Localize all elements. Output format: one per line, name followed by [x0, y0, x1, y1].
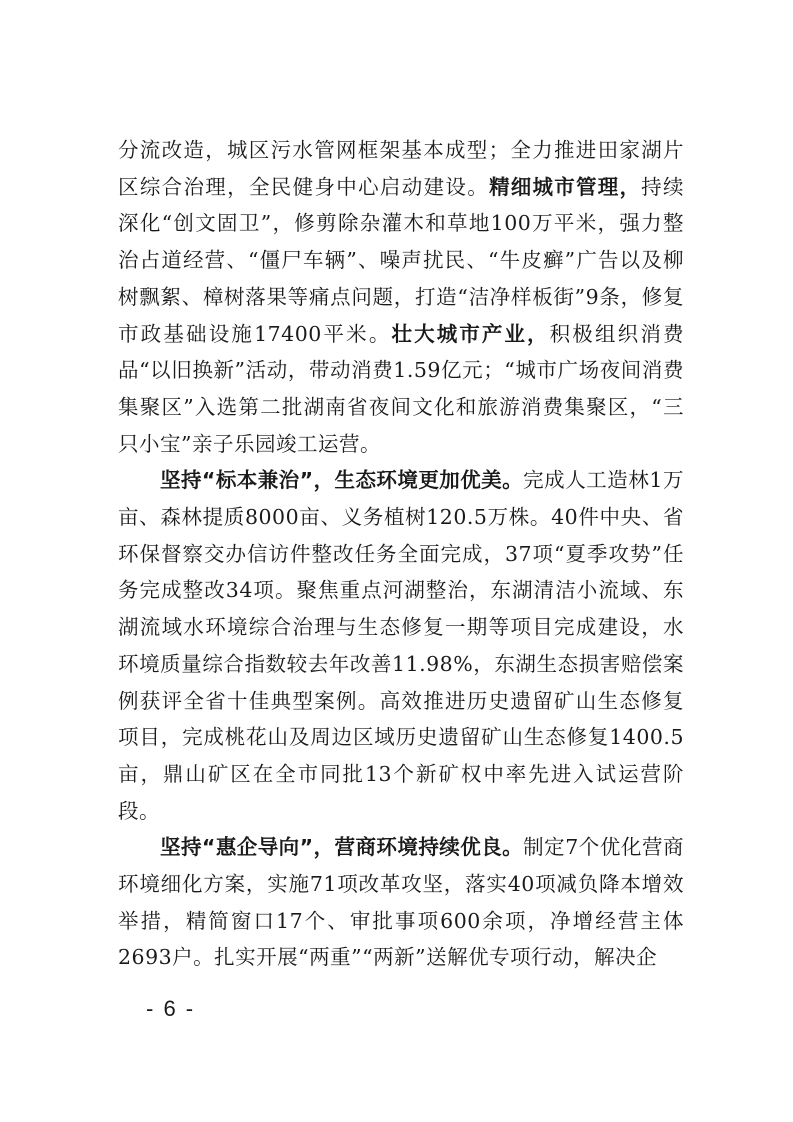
body-text [118, 132, 684, 976]
paragraph-1 [118, 132, 684, 462]
paragraph-1-text-1: 分流改造，城区污水管网框架基本成型；全力推进田家湖片区综合治理，全民健身中心启动建设。 [118, 138, 684, 199]
paragraph-1-text-2: 持续深化“创文固卫”，修剪除杂灌木和草地100万平米，强力整治占道经营、“僵尸车辆”、噪声扰民、“牛皮癣”广告以及柳树飘絮、樟树落果等痛点问题，打造“洁净样板街”9条，修复市政基础设施17400平米。 [118, 174, 684, 346]
paragraph-3-text: 制定7个优化营商环境细化方案，实施71项改革攻坚，落实40项减负降本增效举措，精简窗口17个、审批事项600余项，净增经营主体2693户。扎实开展“两重”“两新”送解优专项行动，解决企 [118, 835, 684, 970]
paragraph-2-heading: 坚持“标本兼治”，生态环境更加优美。 [160, 468, 524, 493]
page-number: - 6 - [146, 996, 196, 1021]
paragraph-3-heading: 坚持“惠企导向”，营商环境持续优良。 [160, 835, 524, 860]
paragraph-2 [118, 462, 684, 829]
paragraph-3 [118, 829, 684, 976]
paragraph-1-heading-1: 精细城市管理， [489, 174, 642, 199]
paragraph-2-text: 完成人工造林1万亩、森林提质8000亩、义务植树120.5万株。40件中央、省环保督察交办信访件整改任务全面完成，37项“夏季攻势”任务完成整改34项。聚焦重点河湖整治，东湖清洁小流域、东湖流域水环境综合治理与生态修复一期等项目完成建设，水环境质量综合指数较去年改善11.98%，东湖生态损害赔偿案例获评全省十佳典型案例。高效推进历史遗留矿山生态修复项目，完成桃花山及周边区域历史遗留矿山生态修复1400.5亩，鼎山矿区在全市同批13个新矿权中率先进入试运营阶段。 [118, 468, 684, 823]
paragraph-1-text-3: 积极组织消费品“以旧换新”活动，带动消费1.59亿元；“城市广场夜间消费集聚区”入选第二批湖南省夜间文化和旅游消费集聚区，“三只小宝”亲子乐园竣工运营。 [118, 321, 684, 456]
paragraph-1-heading-2: 壮大城市产业， [391, 321, 550, 346]
